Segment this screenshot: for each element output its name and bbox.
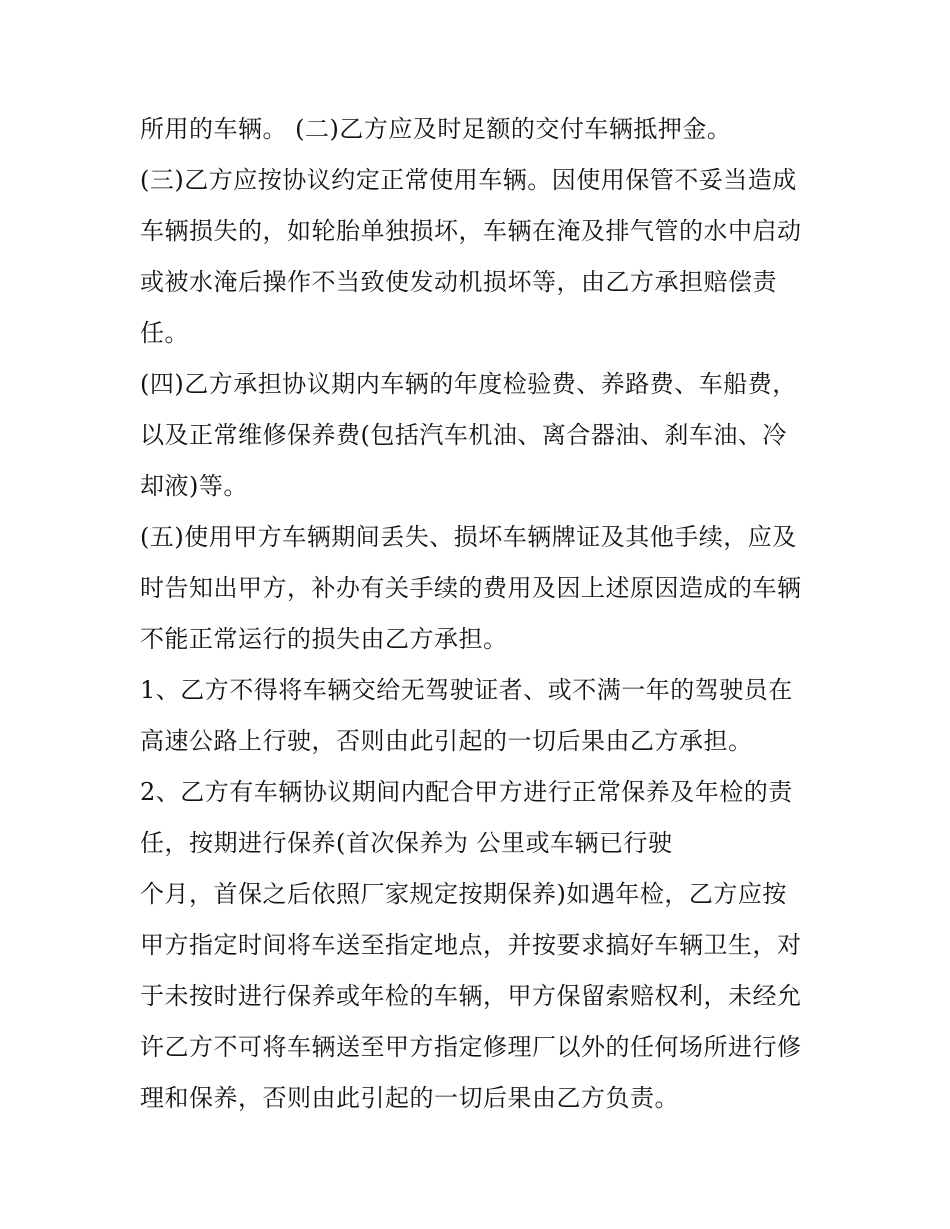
text-line: 个月，首保之后依照厂家规定按期保养)如遇年检，乙方应按 [140, 880, 787, 908]
text-line: 或被水淹后操作不当致使发动机损坏等，由乙方承担赔偿责 [140, 268, 777, 296]
text-line: 高速公路上行驶，否则由此引起的一切后果由乙方承担。 [140, 727, 753, 755]
text-line: 却液)等。 [140, 472, 248, 500]
text-line: 以及正常维修保养费(包括汽车机油、离合器油、刹车油、冷 [140, 421, 787, 449]
text-line: 许乙方不可将车辆送至甲方指定修理厂以外的任何场所进行修 [140, 1033, 802, 1061]
text-line: 时告知出甲方，补办有关手续的费用及因上述原因造成的车辆 [140, 574, 802, 602]
text-line: 2、乙方有车辆协议期间内配合甲方进行正常保养及年检的责 [140, 778, 793, 806]
text-line: (四)乙方承担协议期内车辆的年度检验费、养路费、车船费， [140, 370, 797, 398]
text-line: 车辆损失的，如轮胎单独损坏，车辆在淹及排气管的水中启动 [140, 217, 802, 245]
text-line: 任，按期进行保养(首次保养为 公里或车辆已行驶 [140, 829, 673, 857]
text-line: 不能正常运行的损失由乙方承担。 [140, 625, 508, 653]
text-line: 甲方指定时间将车送至指定地点，并按要求搞好车辆卫生，对 [140, 931, 802, 959]
text-line: (五)使用甲方车辆期间丢失、损坏车辆牌证及其他手续，应及 [140, 523, 797, 551]
text-line: 于未按时进行保养或年检的车辆，甲方保留索赔权利，未经允 [140, 982, 802, 1010]
text-line: 所用的车辆。 (二)乙方应及时足额的交付车辆抵押金。 [140, 115, 732, 143]
text-line: 任。 [140, 319, 189, 347]
text-line: 1、乙方不得将车辆交给无驾驶证者、或不满一年的驾驶员在 [140, 676, 793, 704]
text-line: (三)乙方应按协议约定正常使用车辆。因使用保管不妥当造成 [140, 166, 797, 194]
text-line: 理和保养，否则由此引起的一切后果由乙方负责。 [140, 1084, 679, 1112]
contract-text-body [140, 104, 820, 1124]
